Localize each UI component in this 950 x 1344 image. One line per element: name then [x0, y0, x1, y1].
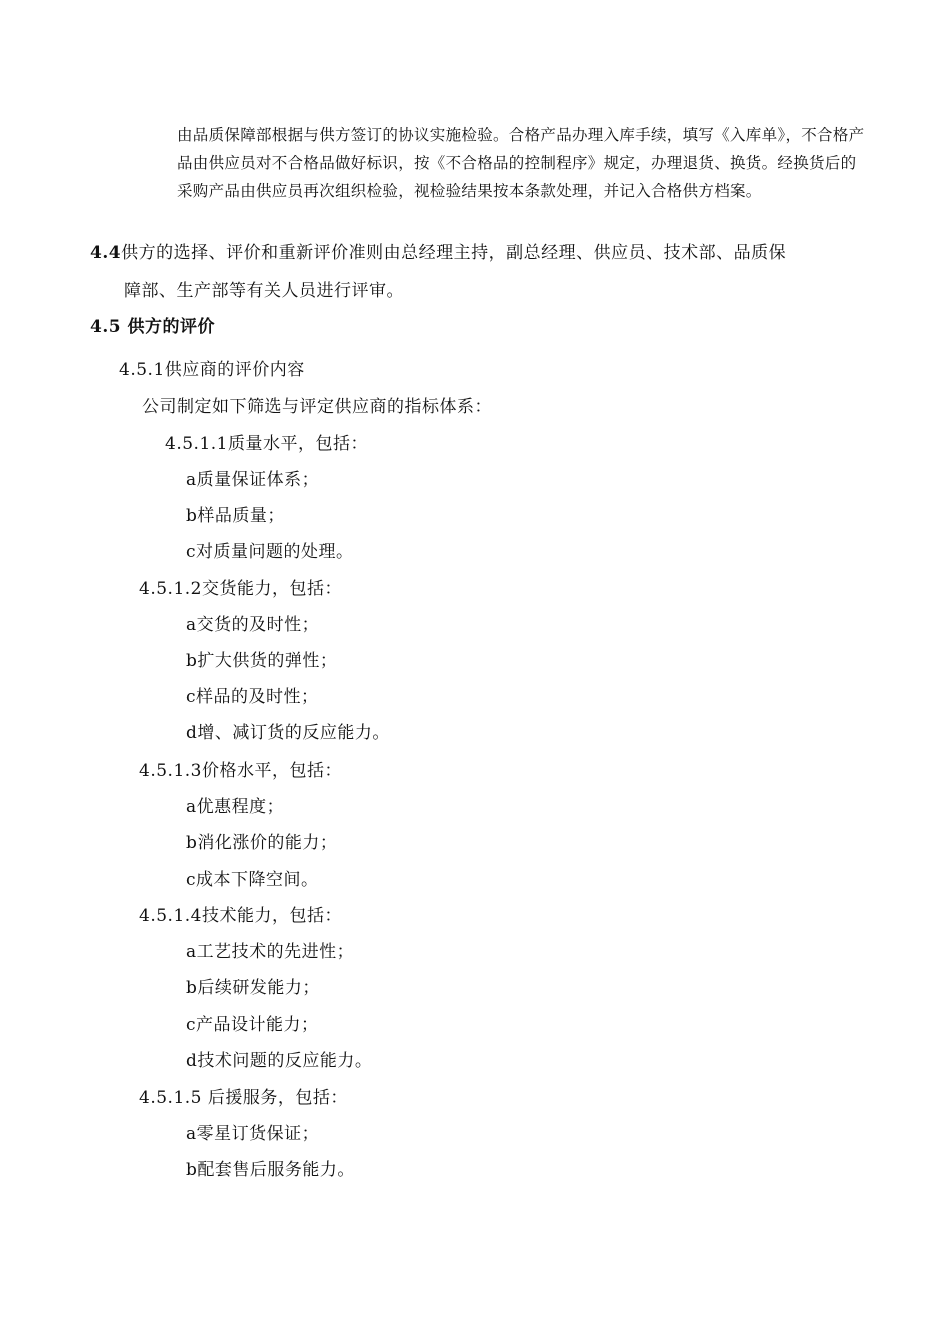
item-4-5-1-3-b: b消化涨价的能力；	[186, 833, 338, 853]
item-4-5-1-4-b: b后续研发能力；	[186, 978, 320, 998]
section-4-5-intro: 公司制定如下筛选与评定供应商的指标体系：	[142, 397, 492, 417]
item-4-5-1-3-a: a优惠程度；	[186, 797, 285, 817]
section-4-4-number: 4.4	[90, 243, 122, 263]
item-4-5-1-4-d: d技术问题的反应能力。	[186, 1051, 373, 1071]
item-4-5-1-4-a: a工艺技术的先进性；	[186, 942, 355, 962]
section-4-4	[90, 241, 786, 265]
item-4-5-1-3-title: 4.5.1.3价格水平，包括：	[139, 761, 342, 781]
item-4-5-1-4-title: 4.5.1.4技术能力，包括：	[139, 906, 342, 926]
item-4-5-1-4-c: c产品设计能力；	[186, 1015, 319, 1035]
section-4-5-heading: 4.5 供方的评价	[90, 317, 215, 337]
section-4-4-text-line2: 障部、生产部等有关人员进行评审。	[124, 281, 404, 301]
item-4-5-1-1-c: c对质量问题的处理。	[186, 542, 354, 562]
item-4-5-1-2-d: d增、减订货的反应能力。	[186, 723, 390, 743]
item-4-5-1-2-b: b扩大供货的弹性；	[186, 651, 338, 671]
item-4-5-1-5-title: 4.5.1.5 后援服务，包括：	[139, 1088, 348, 1108]
item-4-5-1-5-b: b配套售后服务能力。	[186, 1160, 355, 1180]
item-4-5-1-3-c: c成本下降空间。	[186, 870, 319, 890]
item-4-5-1-1-title: 4.5.1.1质量水平，包括：	[165, 434, 368, 454]
section-4-5-1-title: 4.5.1供应商的评价内容	[119, 360, 305, 380]
item-4-5-1-2-c: c样品的及时性；	[186, 687, 319, 707]
item-4-5-1-1-b: b样品质量；	[186, 506, 285, 526]
section-4-4-text-line1: 供方的选择、评价和重新评价准则由总经理主持，副总经理、供应员、技术部、品质保	[121, 243, 787, 263]
intro-paragraph: 由品质保障部根据与供方签订的协议实施检验。合格产品办理入库手续，填写《入库单》，不合格产品由供应员对不合格品做好标识，按《不合格品的控制程序》规定，办理退货、换货。经换货后的采购产品由供应员再次组织检验，视检验结果按本条款处理，并记入合格供方档案。	[177, 126, 865, 200]
item-4-5-1-5-a: a零星订货保证；	[186, 1124, 320, 1144]
item-4-5-1-2-title: 4.5.1.2交货能力，包括：	[139, 579, 342, 599]
item-4-5-1-2-a: a交货的及时性；	[186, 615, 320, 635]
item-4-5-1-1-a: a质量保证体系；	[186, 470, 320, 490]
